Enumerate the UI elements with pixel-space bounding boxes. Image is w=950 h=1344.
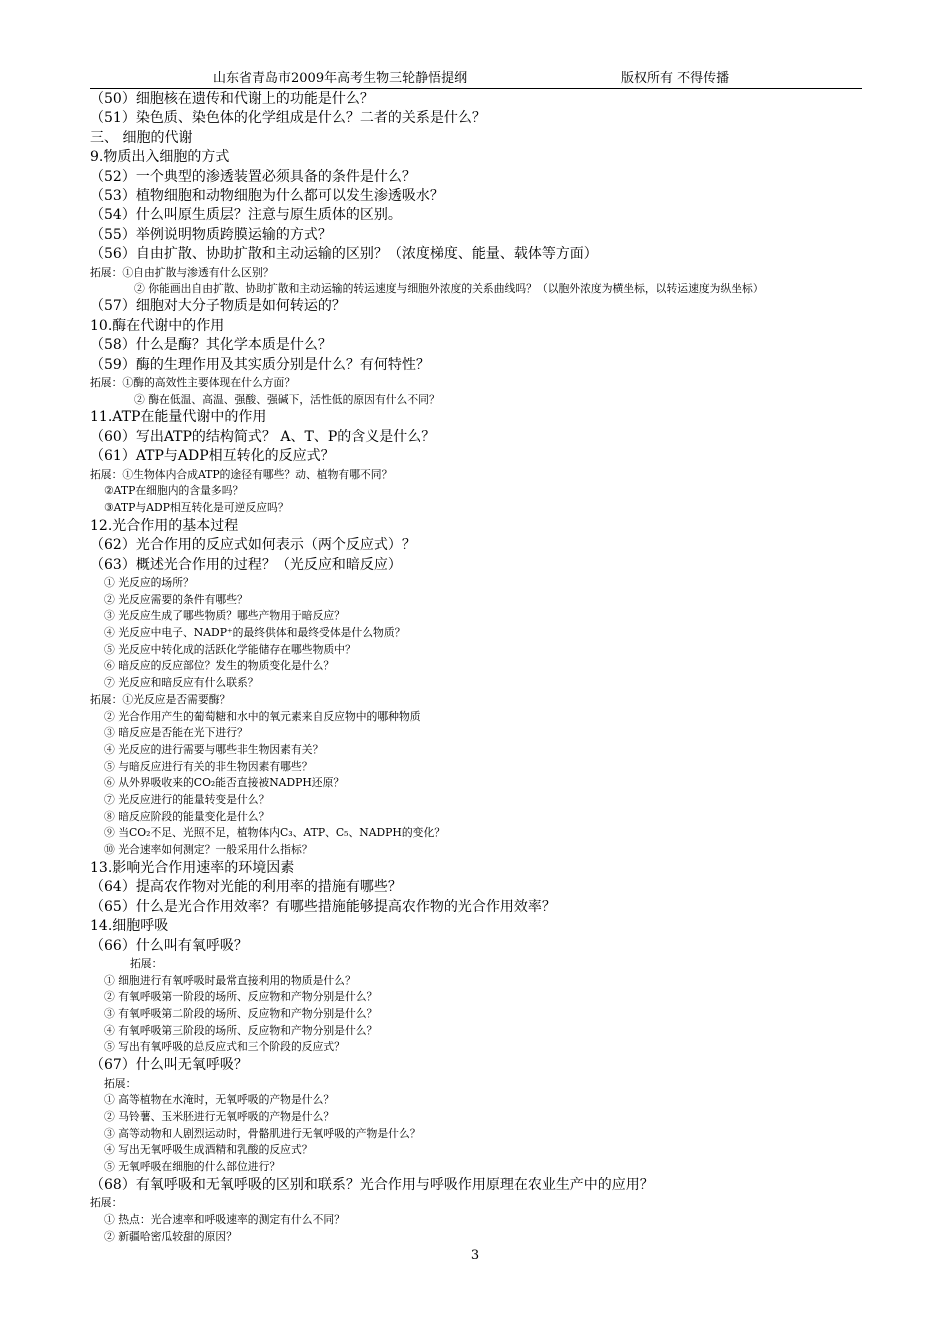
section-heading: 9.物质出入细胞的方式: [90, 149, 230, 166]
header-title: 山东省青岛市2009年高考生物三轮静悟提纲: [213, 71, 468, 86]
extension-label: 拓展：: [130, 956, 163, 970]
extension-item: ② 光反应需要的条件有哪些？: [104, 592, 248, 606]
section-heading: 12.光合作用的基本过程: [90, 517, 239, 534]
question-line: （59）酶的生理作用及其实质分别是什么？有何特性？: [90, 356, 430, 373]
extension-item: ⑤ 无氧呼吸在细胞的什么部位进行？: [104, 1160, 281, 1174]
extension-item: ③ 高等动物和人剧烈运动时，骨骼肌进行无氧呼吸的产物是什么？: [104, 1126, 421, 1140]
question-line: （51）染色质、染色体的化学组成是什么？二者的关系是什么？: [90, 110, 486, 127]
extension-item: ⑦ 光反应进行的能量转变是什么？: [104, 793, 270, 807]
extension-item: ⑧ 暗反应阶段的能量变化是什么？: [104, 809, 270, 823]
page-number: 3: [470, 1248, 480, 1263]
extension-line: 拓展：: [90, 1196, 123, 1210]
question-line: （58）什么是酶？其化学本质是什么？: [90, 337, 332, 354]
extension-item: ⑥ 从外界吸收来的CO₂能否直接被NADPH还原？: [104, 776, 345, 790]
question-line: （61）ATP与ADP相互转化的反应式？: [90, 448, 335, 465]
extension-item: ② 新疆哈密瓜较甜的原因？: [104, 1229, 237, 1243]
extension-item: ⑩ 光合速率如何测定？一般采用什么指标？: [104, 843, 313, 857]
extension-item: ④ 光反应的进行需要与哪些非生物因素有关？: [104, 742, 324, 756]
extension-item: ②ATP在细胞内的含量多吗？: [104, 484, 244, 498]
question-line: （54）什么叫原生质层？注意与原生质体的区别。: [90, 207, 402, 224]
extension-item: ④ 光反应中电子、NADP⁺的最终供体和最终受体是什么物质？: [104, 626, 406, 640]
section-heading: 10.酶在代谢中的作用: [90, 317, 225, 334]
question-line: （67）什么叫无氧呼吸？: [90, 1057, 248, 1074]
question-line: （53）植物细胞和动物细胞为什么都可以发生渗透吸水？: [90, 188, 444, 205]
document-body: [90, 90, 865, 1245]
question-line: （63）概述光合作用的过程？（光反应和暗反应）: [90, 556, 402, 573]
extension-item: ② 酶在低温、高温、强酸、强碱下，活性低的原因有什么不同？: [134, 392, 440, 406]
extension-item: ③ATP与ADP相互转化是可逆反应吗？: [104, 501, 289, 515]
extension-item: ⑤ 写出有氧呼吸的总反应式和三个阶段的反应式？: [104, 1040, 345, 1054]
question-line: （60）写出ATP的结构简式？ A、T、P的含义是什么？: [90, 428, 436, 445]
question-line: （62）光合作用的反应式如何表示（两个反应式）？: [90, 537, 416, 554]
extension-item: ② 你能画出自由扩散、协助扩散和主动运输的转运速度与细胞外浓度的关系曲线吗？（以胞外浓度为横坐标，以转运速度为纵坐标）: [134, 282, 764, 296]
question-line: （65）什么是光合作用效率？有哪些措施能够提高农作物的光合作用效率？: [90, 898, 556, 915]
extension-item: ② 光合作用产生的葡萄糖和水中的氧元素来自反应物中的哪种物质: [104, 709, 421, 723]
question-line: （66）什么叫有氧呼吸？: [90, 937, 248, 954]
page-header: [90, 69, 862, 89]
extension-line: 拓展：①生物体内合成ATP的途径有哪些？动、植物有哪不同？: [90, 467, 393, 481]
extension-line: 拓展：①酶的高效性主要体现在什么方面？: [90, 375, 296, 389]
extension-item: ④ 有氧呼吸第三阶段的场所、反应物和产物分别是什么？: [104, 1023, 378, 1037]
extension-item: 拓展：: [104, 1076, 137, 1090]
question-line: （64）提高农作物对光能的利用率的措施有哪些？: [90, 879, 402, 896]
extension-item: ② 马铃薯、玉米胚进行无氧呼吸的产物是什么？: [104, 1109, 335, 1123]
extension-item: ③ 有氧呼吸第二阶段的场所、反应物和产物分别是什么？: [104, 1007, 378, 1021]
extension-item: ⑦ 光反应和暗反应有什么联系？: [104, 676, 259, 690]
header-copyright: 版权所有 不得传播: [621, 71, 730, 86]
extension-item: ① 热点：光合速率和呼吸速率的测定有什么不同？: [104, 1212, 345, 1226]
question-line: （68）有氧呼吸和无氧呼吸的区别和联系？光合作用与呼吸作用原理在农业生产中的应用？: [90, 1176, 654, 1193]
extension-item: ② 有氧呼吸第一阶段的场所、反应物和产物分别是什么？: [104, 990, 378, 1004]
header-rule: [90, 88, 862, 89]
question-line: （55）举例说明物质跨膜运输的方式？: [90, 226, 332, 243]
extension-line: 拓展：①光反应是否需要酶？: [90, 692, 231, 706]
question-line: （57）细胞对大分子物质是如何转运的？: [90, 298, 346, 315]
extension-item: ⑨ 当CO₂不足、光照不足，植物体内C₃、ATP、C₅、NADPH的变化？: [104, 826, 446, 840]
extension-item: ③ 光反应生成了哪些物质？哪些产物用于暗反应？: [104, 609, 345, 623]
question-line: （52）一个典型的渗透装置必须具备的条件是什么？: [90, 168, 416, 185]
extension-item: ① 细胞进行有氧呼吸时最常直接利用的物质是什么？: [104, 973, 356, 987]
extension-line: 拓展：①自由扩散与渗透有什么区别？: [90, 265, 274, 279]
extension-item: ③ 暗反应是否能在光下进行？: [104, 726, 248, 740]
extension-item: ⑤ 与暗反应进行有关的非生物因素有哪些？: [104, 759, 313, 773]
extension-item: ① 高等植物在水淹时，无氧呼吸的产物是什么？: [104, 1093, 335, 1107]
section-heading: 三、 细胞的代谢: [90, 129, 193, 146]
extension-item: ⑥ 暗反应的反应部位？发生的物质变化是什么？: [104, 659, 335, 673]
section-heading: 14.细胞呼吸: [90, 918, 169, 935]
extension-item: ① 光反应的场所？: [104, 575, 194, 589]
section-heading: 11.ATP在能量代谢中的作用: [90, 409, 267, 426]
question-line: （50）细胞核在遗传和代谢上的功能是什么？: [90, 91, 374, 107]
section-heading: 13.影响光合作用速率的环境因素: [90, 859, 295, 876]
extension-item: ④ 写出无氧呼吸生成酒精和乳酸的反应式？: [104, 1143, 313, 1157]
question-line: （56）自由扩散、协助扩散和主动运输的区别？（浓度梯度、能量、载体等方面）: [90, 246, 598, 263]
extension-item: ⑤ 光反应中转化成的活跃化学能储存在哪些物质中？: [104, 642, 356, 656]
